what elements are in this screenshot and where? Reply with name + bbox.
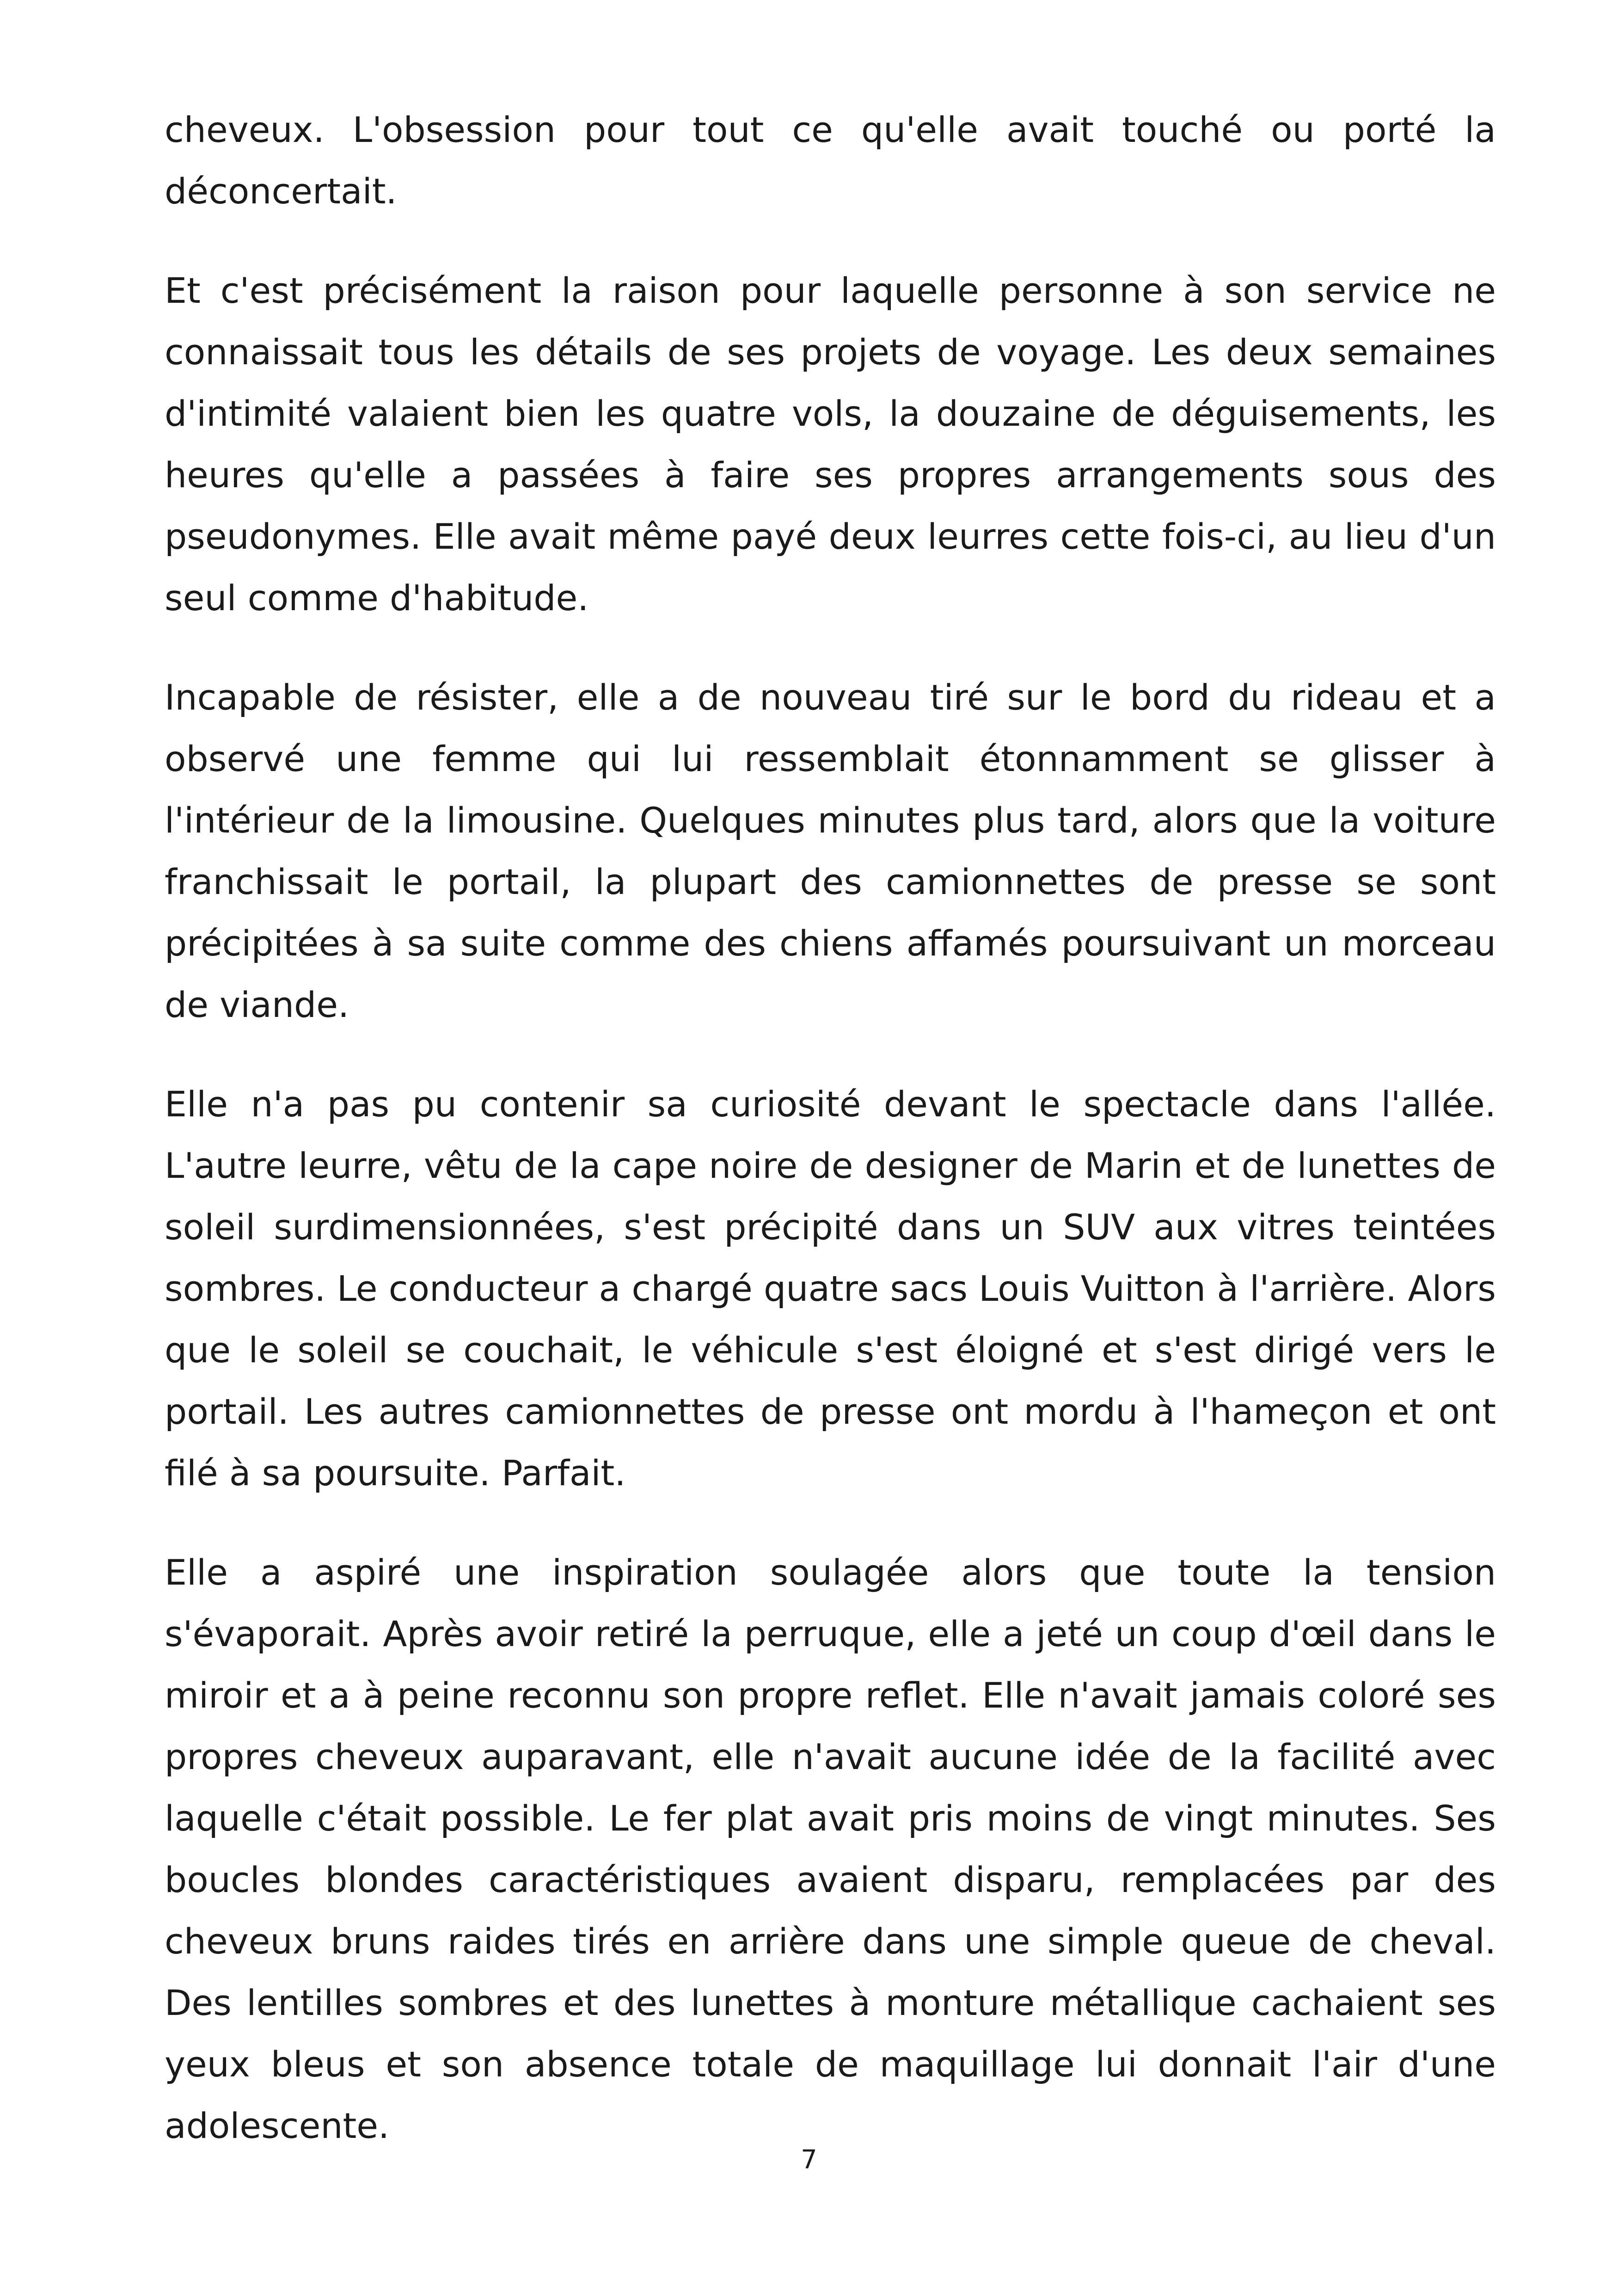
paragraph: Et c'est précisément la raison pour laquelle personne à son service ne connaissait tous les détails de ses projets de voyage. Les deux semaines d'intimité valaient bien les quatre vols, la douzaine de déguisements, les heures qu'elle a passées à faire ses propres arrangements sous des pseudonymes. Elle avait même payé deux leurres cette fois-ci, au lieu d'un seul comme d'habitude. [165, 270, 1496, 618]
paragraph: Elle a aspiré une inspiration soulagée alors que toute la tension s'évaporait. Après avoir retiré la perruque, elle a jeté un coup d'œil dans le miroir et a à peine reconnu son propre reflet. Elle n'avait jamais coloré ses propres cheveux auparavant, elle n'avait aucune idée de la facilité avec laquelle c'était possible. Le fer plat avait pris moins de vingt minutes. Ses boucles blondes caractéristiques avaient disparu, remplacées par des cheveux bruns raides tirés en arrière dans une simple queue de cheval. Des lentilles sombres et des lunettes à monture métallique cachaient ses yeux bleus et son absence totale de maquillage lui donnait l'air d'une adolescente. [165, 1552, 1496, 2146]
paragraph: Elle n'a pas pu contenir sa curiosité devant le spectacle dans l'allée. L'autre leurre, vêtu de la cape noire de designer de Marin et de lunettes de soleil surdimensionnées, s'est précipité dans un SUV aux vitres teintées sombres. Le conducteur a chargé quatre sacs Louis Vuitton à l'arrière. Alors que le soleil se couchait, le véhicule s'est éloigné et s'est dirigé vers le portail. Les autres camionnettes de presse ont mordu à l'hameçon et ont filé à sa poursuite. Parfait. [165, 1084, 1496, 1494]
page-number: 7 [801, 2145, 817, 2175]
paragraph: Incapable de résister, elle a de nouveau tiré sur le bord du rideau et a observé une femme qui lui ressemblait étonnamment se glisser à l'intérieur de la limousine. Quelques minutes plus tard, alors que la voiture franchissait le portail, la plupart des camionnettes de presse se sont précipitées à sa suite comme des chiens affamés poursuivant un morceau de viande. [165, 677, 1496, 1025]
paragraph: cheveux. L'obsession pour tout ce qu'elle avait touché ou porté la déconcertait. [165, 109, 1496, 212]
body-text [165, 99, 1496, 2194]
